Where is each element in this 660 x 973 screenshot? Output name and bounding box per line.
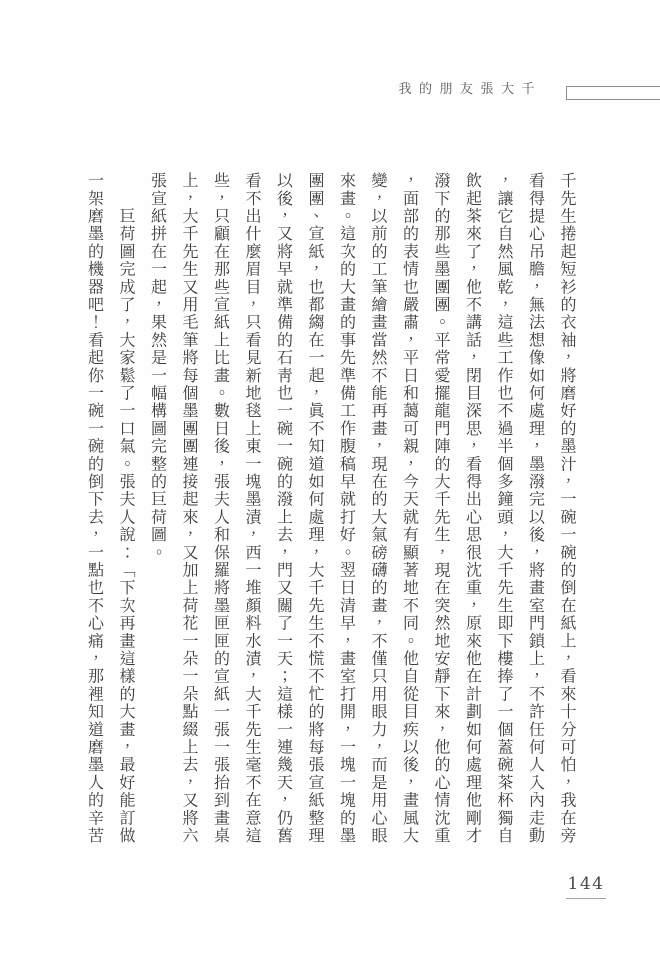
text-column: 些，只顧在那些宣紙上比畫。數日後，張夫人和保羅將墨匣匣的宣紙一張一張抬到畫桌 xyxy=(211,172,229,845)
text-column: 看得提心吊膽，無法想像如何處理，墨潑完以後，將畫室門鎖上，不許任何人入內走動 xyxy=(526,172,544,845)
vertical-text-block xyxy=(78,172,582,848)
page-number-rule xyxy=(566,898,606,899)
page-number: 144 xyxy=(567,874,605,894)
text-column: ，讓它自然風乾，這些工作也不過半個多鐘頭，大千先生即下樓捧了一個蓋碗茶杯獨自 xyxy=(495,172,512,845)
folio xyxy=(560,874,612,899)
text-column: 巨荷圖完成了，大家鬆了一口氣。張夫人說：「下次再畫這樣的大畫，最好能訂做 xyxy=(117,172,134,845)
text-column: 團團、宣紙，也都縐在一起，眞不知道如何處理，大千先生不慌不忙的將每張宣紙整理 xyxy=(306,172,323,845)
header-rule-box xyxy=(566,86,660,100)
text-column: 潑下的那些墨團團。平常愛擺龍門陣的大千先生，現在突然地安靜下來，他的心情沈重 xyxy=(432,172,449,845)
text-column: 看不出什麼眉目，只看見新地毯上東一塊墨漬，西一堆顏料水漬，大千先生毫不在意這 xyxy=(243,172,260,845)
running-head-title: 我的朋友張大千 xyxy=(398,81,542,96)
text-column: 變，以前的工筆繪畫當然不能再畫，現在的大氣磅礴的畫，不僅只用眼力，而是用心眼 xyxy=(369,172,386,845)
text-column: 飲起茶來了，他不講話，閉目深思，看得出心思很沈重，原來他在計劃如何處理他剛才 xyxy=(463,172,481,845)
text-column: 以後，又將早就準備的石靑也一碗一碗的潑上去，門又關了一天；這樣一連幾天，仍舊 xyxy=(274,172,292,845)
text-column: ，面部的表情也嚴肅，平日和藹可親，今天就有顯著地不同。他自從目疾以後，畫風大 xyxy=(400,172,418,845)
text-column: 一架磨墨的機器吧！看起你一碗一碗的倒下去，一點也不心痛，那裡知道磨墨人的辛苦 xyxy=(85,172,103,845)
text-column: 上，大千先生又用毛筆將每個墨團團連接起來，又加上荷花一朵一朵點綴上去，又將六 xyxy=(180,172,197,845)
text-column: 千先生捲起短衫的衣袖，將磨好的墨汁，一碗一碗的倒在紙上，看來十分可怕，我在旁 xyxy=(558,172,575,845)
text-column: 來畫。這次的大畫的事先準備工作腹稿早就打好。翌日清早，畫室打開，一塊一塊的墨 xyxy=(337,172,355,845)
text-column: 張宣紙拼在一起，果然是一幅構圖完整的巨荷圖。 xyxy=(148,172,166,562)
